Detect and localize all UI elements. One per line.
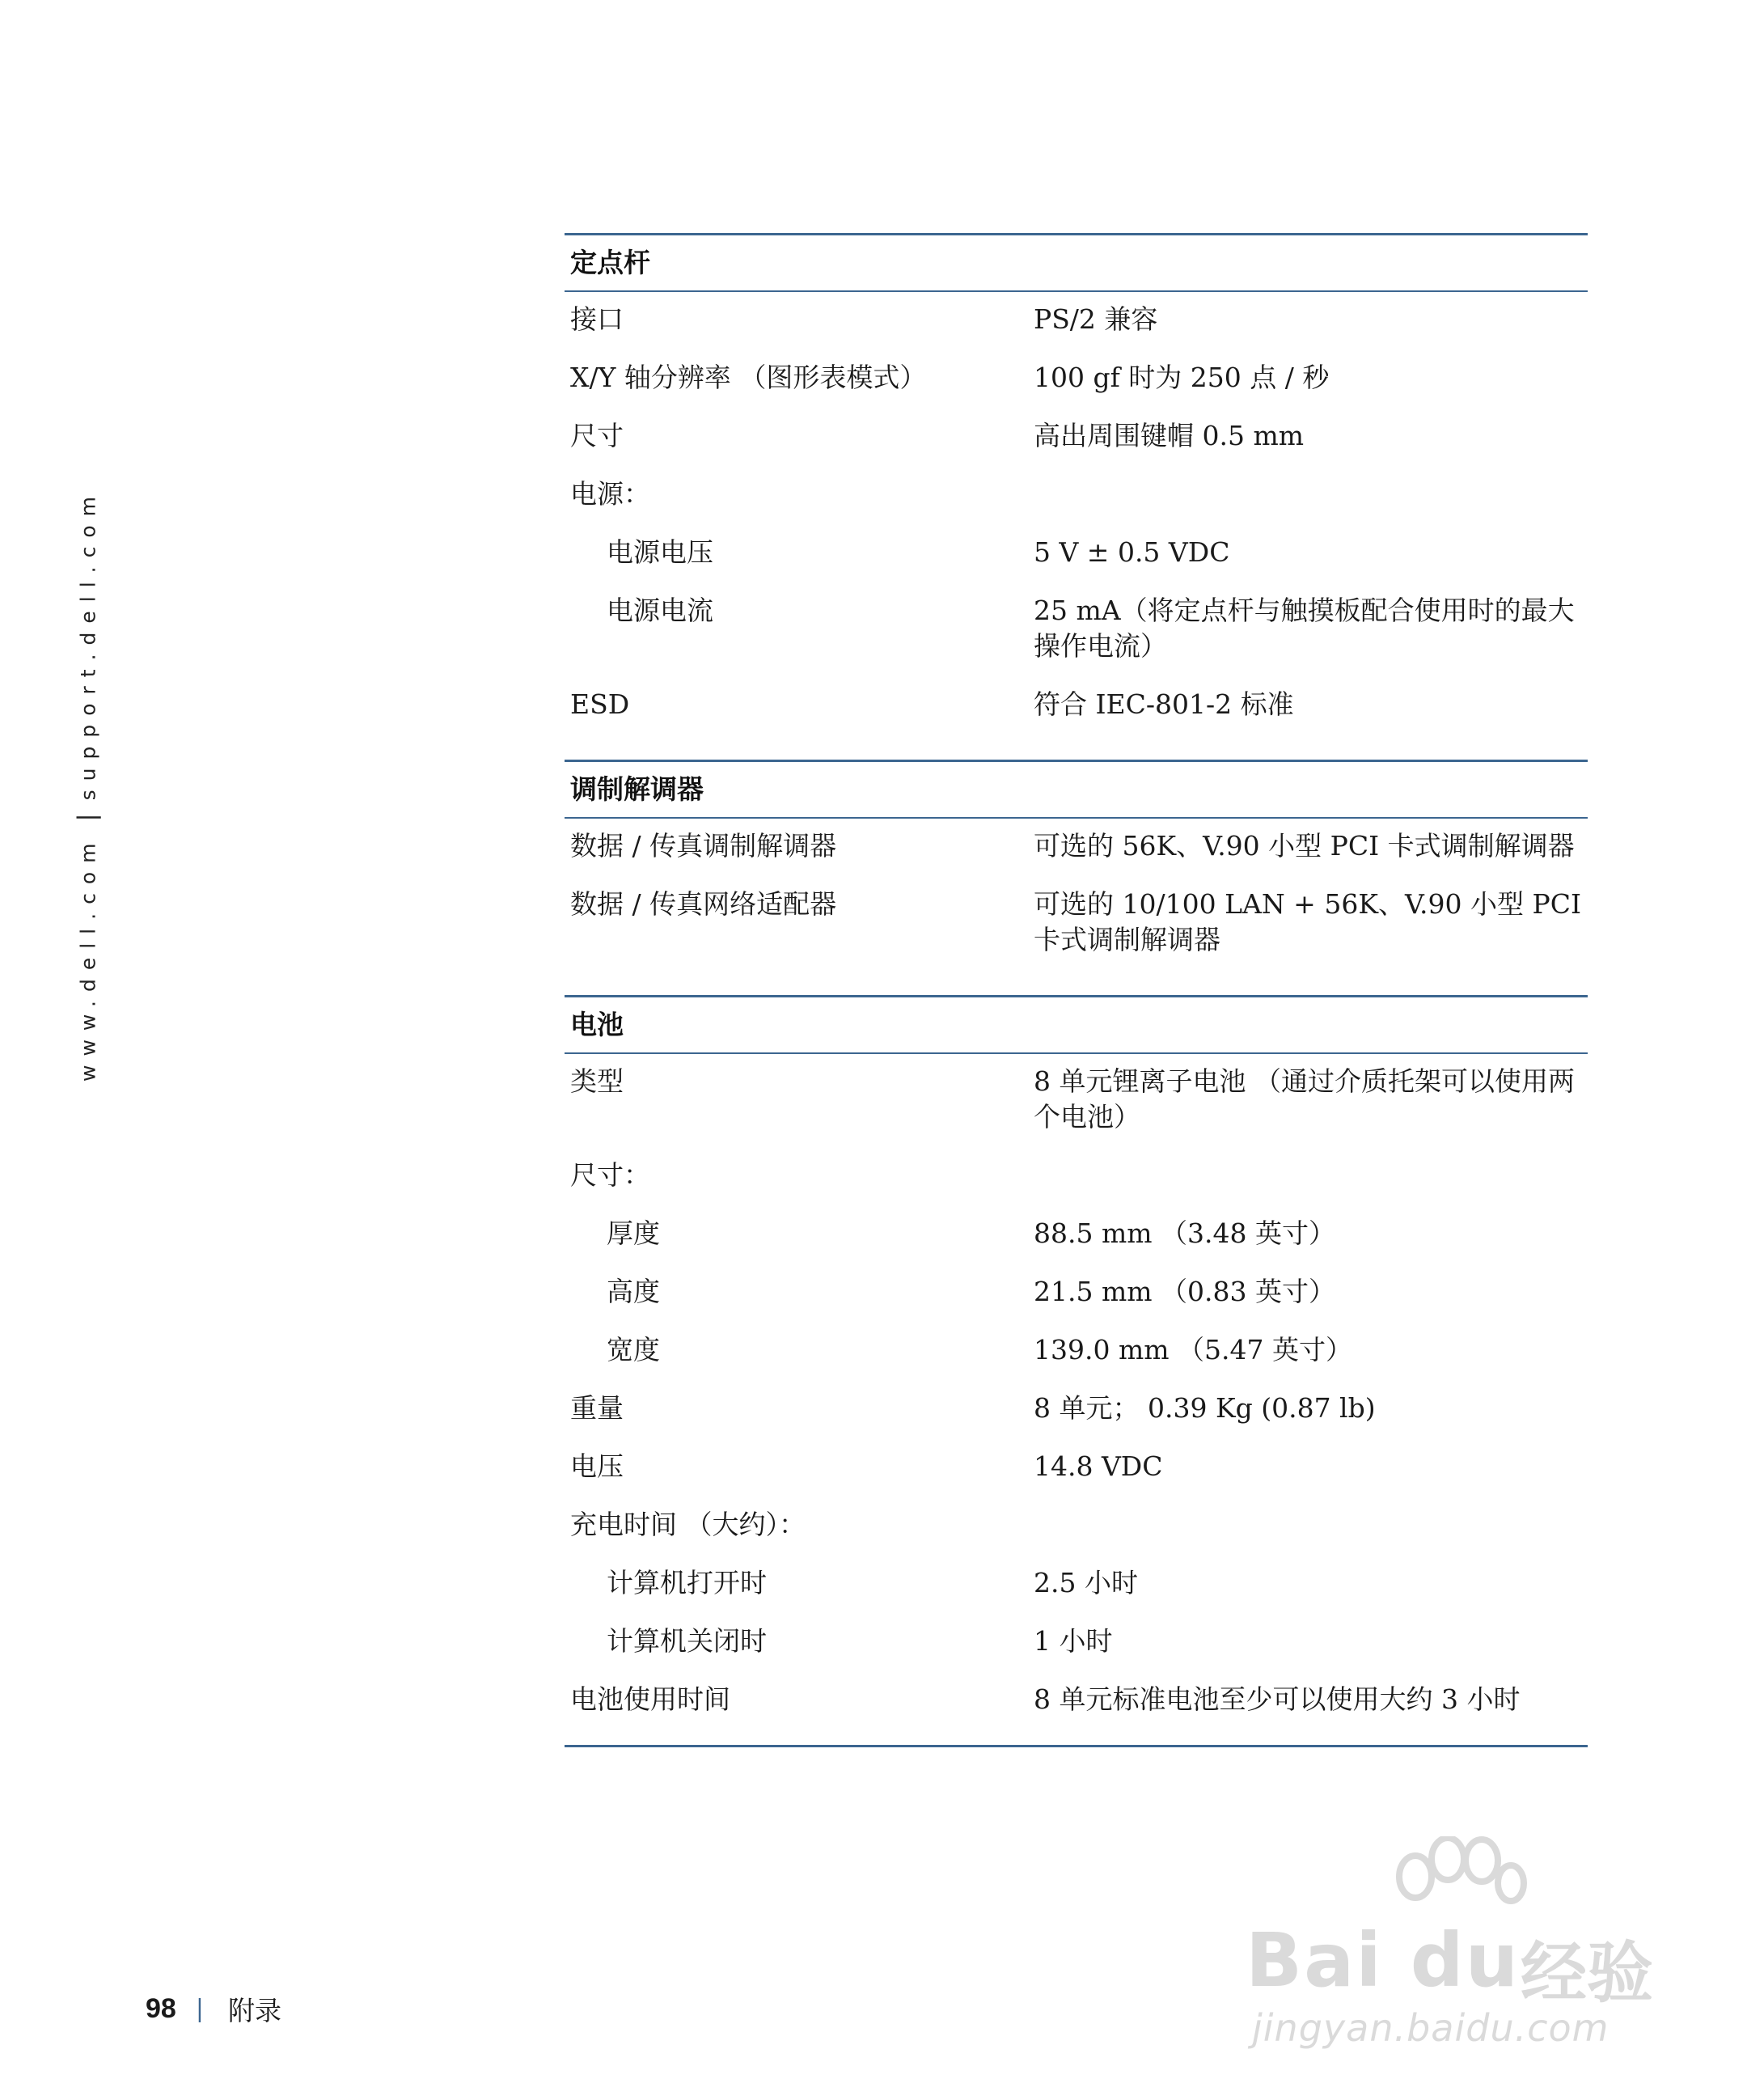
spec-label: ESD bbox=[570, 688, 630, 720]
spec-value: 21.5 mm （0.83 英寸） bbox=[1034, 1276, 1336, 1307]
spec-row bbox=[565, 1449, 1588, 1507]
spec-label: 电源： bbox=[570, 478, 650, 510]
page-footer bbox=[146, 1990, 281, 2028]
side-url-divider: | bbox=[73, 813, 102, 822]
section-heading: 调制解调器 bbox=[565, 760, 1588, 819]
spec-label: 电池使用时间 bbox=[570, 1683, 730, 1715]
page-number: 98 bbox=[146, 1993, 176, 2024]
spec-label: 电压 bbox=[570, 1450, 624, 1482]
spec-label: 电源电流 bbox=[607, 595, 713, 626]
section-heading: 电池 bbox=[565, 995, 1588, 1054]
spec-label: 数据 / 传真网络适配器 bbox=[570, 888, 837, 920]
spec-value bbox=[1034, 1158, 1588, 1193]
spec-label: 厚度 bbox=[607, 1217, 660, 1249]
spec-label: 宽度 bbox=[607, 1334, 660, 1365]
spec-row bbox=[565, 1391, 1588, 1449]
spec-value: 8 单元标准电池至少可以使用大约 3 小时 bbox=[1034, 1683, 1521, 1715]
spec-value: 100 gf 时为 250 点 / 秒 bbox=[1034, 362, 1330, 393]
section-body bbox=[565, 1054, 1588, 1755]
spec-label: 高度 bbox=[607, 1276, 660, 1307]
spec-row bbox=[565, 1565, 1588, 1624]
spec-label: 计算机打开时 bbox=[607, 1567, 767, 1598]
spec-row bbox=[565, 1158, 1588, 1216]
spec-value: 88.5 mm （3.48 英寸） bbox=[1034, 1217, 1336, 1249]
spec-label: 充电时间 （大约）： bbox=[570, 1509, 806, 1540]
spec-label: 尺寸： bbox=[570, 1159, 650, 1191]
spec-value bbox=[1034, 1507, 1588, 1543]
spec-value: 5 V ± 0.5 VDC bbox=[1034, 536, 1230, 568]
section-body bbox=[565, 292, 1588, 760]
spec-label: 电源电压 bbox=[607, 536, 713, 568]
spec-row bbox=[565, 593, 1588, 687]
spec-row bbox=[565, 1507, 1588, 1565]
spec-row bbox=[565, 418, 1588, 476]
spec-row bbox=[565, 1624, 1588, 1682]
spec-label: X/Y 轴分辨率 （图形表模式） bbox=[570, 362, 927, 393]
side-url-right: support.dell.com bbox=[76, 487, 100, 801]
spec-value: 8 单元； 0.39 Kg (0.87 lb) bbox=[1034, 1392, 1376, 1424]
spec-row bbox=[565, 302, 1588, 360]
spec-label: 数据 / 传真调制解调器 bbox=[570, 830, 837, 862]
spec-value: 可选的 10/100 LAN + 56K、V.90 小型 PCI 卡式调制解调器 bbox=[1034, 888, 1581, 955]
spec-value: PS/2 兼容 bbox=[1034, 303, 1158, 335]
spec-row bbox=[565, 828, 1588, 887]
spec-row bbox=[565, 360, 1588, 418]
section-body bbox=[565, 819, 1588, 995]
spec-row bbox=[565, 1332, 1588, 1391]
spec-row bbox=[565, 1064, 1588, 1158]
spec-label: 重量 bbox=[570, 1392, 624, 1424]
baidu-jingyan-watermark bbox=[1246, 1836, 1666, 2050]
spec-row bbox=[565, 1274, 1588, 1332]
side-url-text bbox=[74, 488, 102, 1082]
spec-value bbox=[1034, 476, 1588, 512]
watermark-brand: Bai du bbox=[1246, 1917, 1521, 2004]
spec-value: 高出周围键帽 0.5 mm bbox=[1034, 420, 1305, 451]
spec-label: 类型 bbox=[570, 1065, 624, 1097]
spec-value: 1 小时 bbox=[1034, 1625, 1113, 1657]
section-heading: 定点杆 bbox=[565, 233, 1588, 292]
spec-value: 2.5 小时 bbox=[1034, 1567, 1138, 1598]
spec-value: 25 mA（将定点杆与触摸板配合使用时的最大操作电流） bbox=[1034, 595, 1575, 662]
watermark-product: 经验 bbox=[1521, 1935, 1654, 2012]
spec-row bbox=[565, 1216, 1588, 1274]
spec-value: 139.0 mm （5.47 英寸） bbox=[1034, 1334, 1353, 1365]
spec-row bbox=[565, 687, 1588, 745]
spec-row bbox=[565, 476, 1588, 535]
spec-row bbox=[565, 1682, 1588, 1740]
spec-table bbox=[565, 233, 1588, 1755]
watermark-url: jingyan.baidu.com bbox=[1252, 2006, 1610, 2050]
table-bottom-rule bbox=[565, 1745, 1588, 1747]
spec-row bbox=[565, 535, 1588, 593]
side-url-left: www.dell.com bbox=[76, 834, 100, 1082]
spec-row bbox=[565, 887, 1588, 980]
spec-label: 接口 bbox=[570, 303, 624, 335]
spec-value: 可选的 56K、V.90 小型 PCI 卡式调制解调器 bbox=[1034, 830, 1575, 862]
spec-label: 尺寸 bbox=[570, 420, 624, 451]
spec-value: 符合 IEC-801-2 标准 bbox=[1034, 688, 1294, 720]
spec-value: 14.8 VDC bbox=[1034, 1450, 1163, 1482]
spec-label: 计算机关闭时 bbox=[607, 1625, 767, 1657]
footer-separator: | bbox=[195, 1995, 204, 2023]
footer-section-title: 附录 bbox=[227, 1995, 281, 2026]
spec-value: 8 单元锂离子电池 （通过介质托架可以使用两个电池） bbox=[1034, 1065, 1575, 1133]
